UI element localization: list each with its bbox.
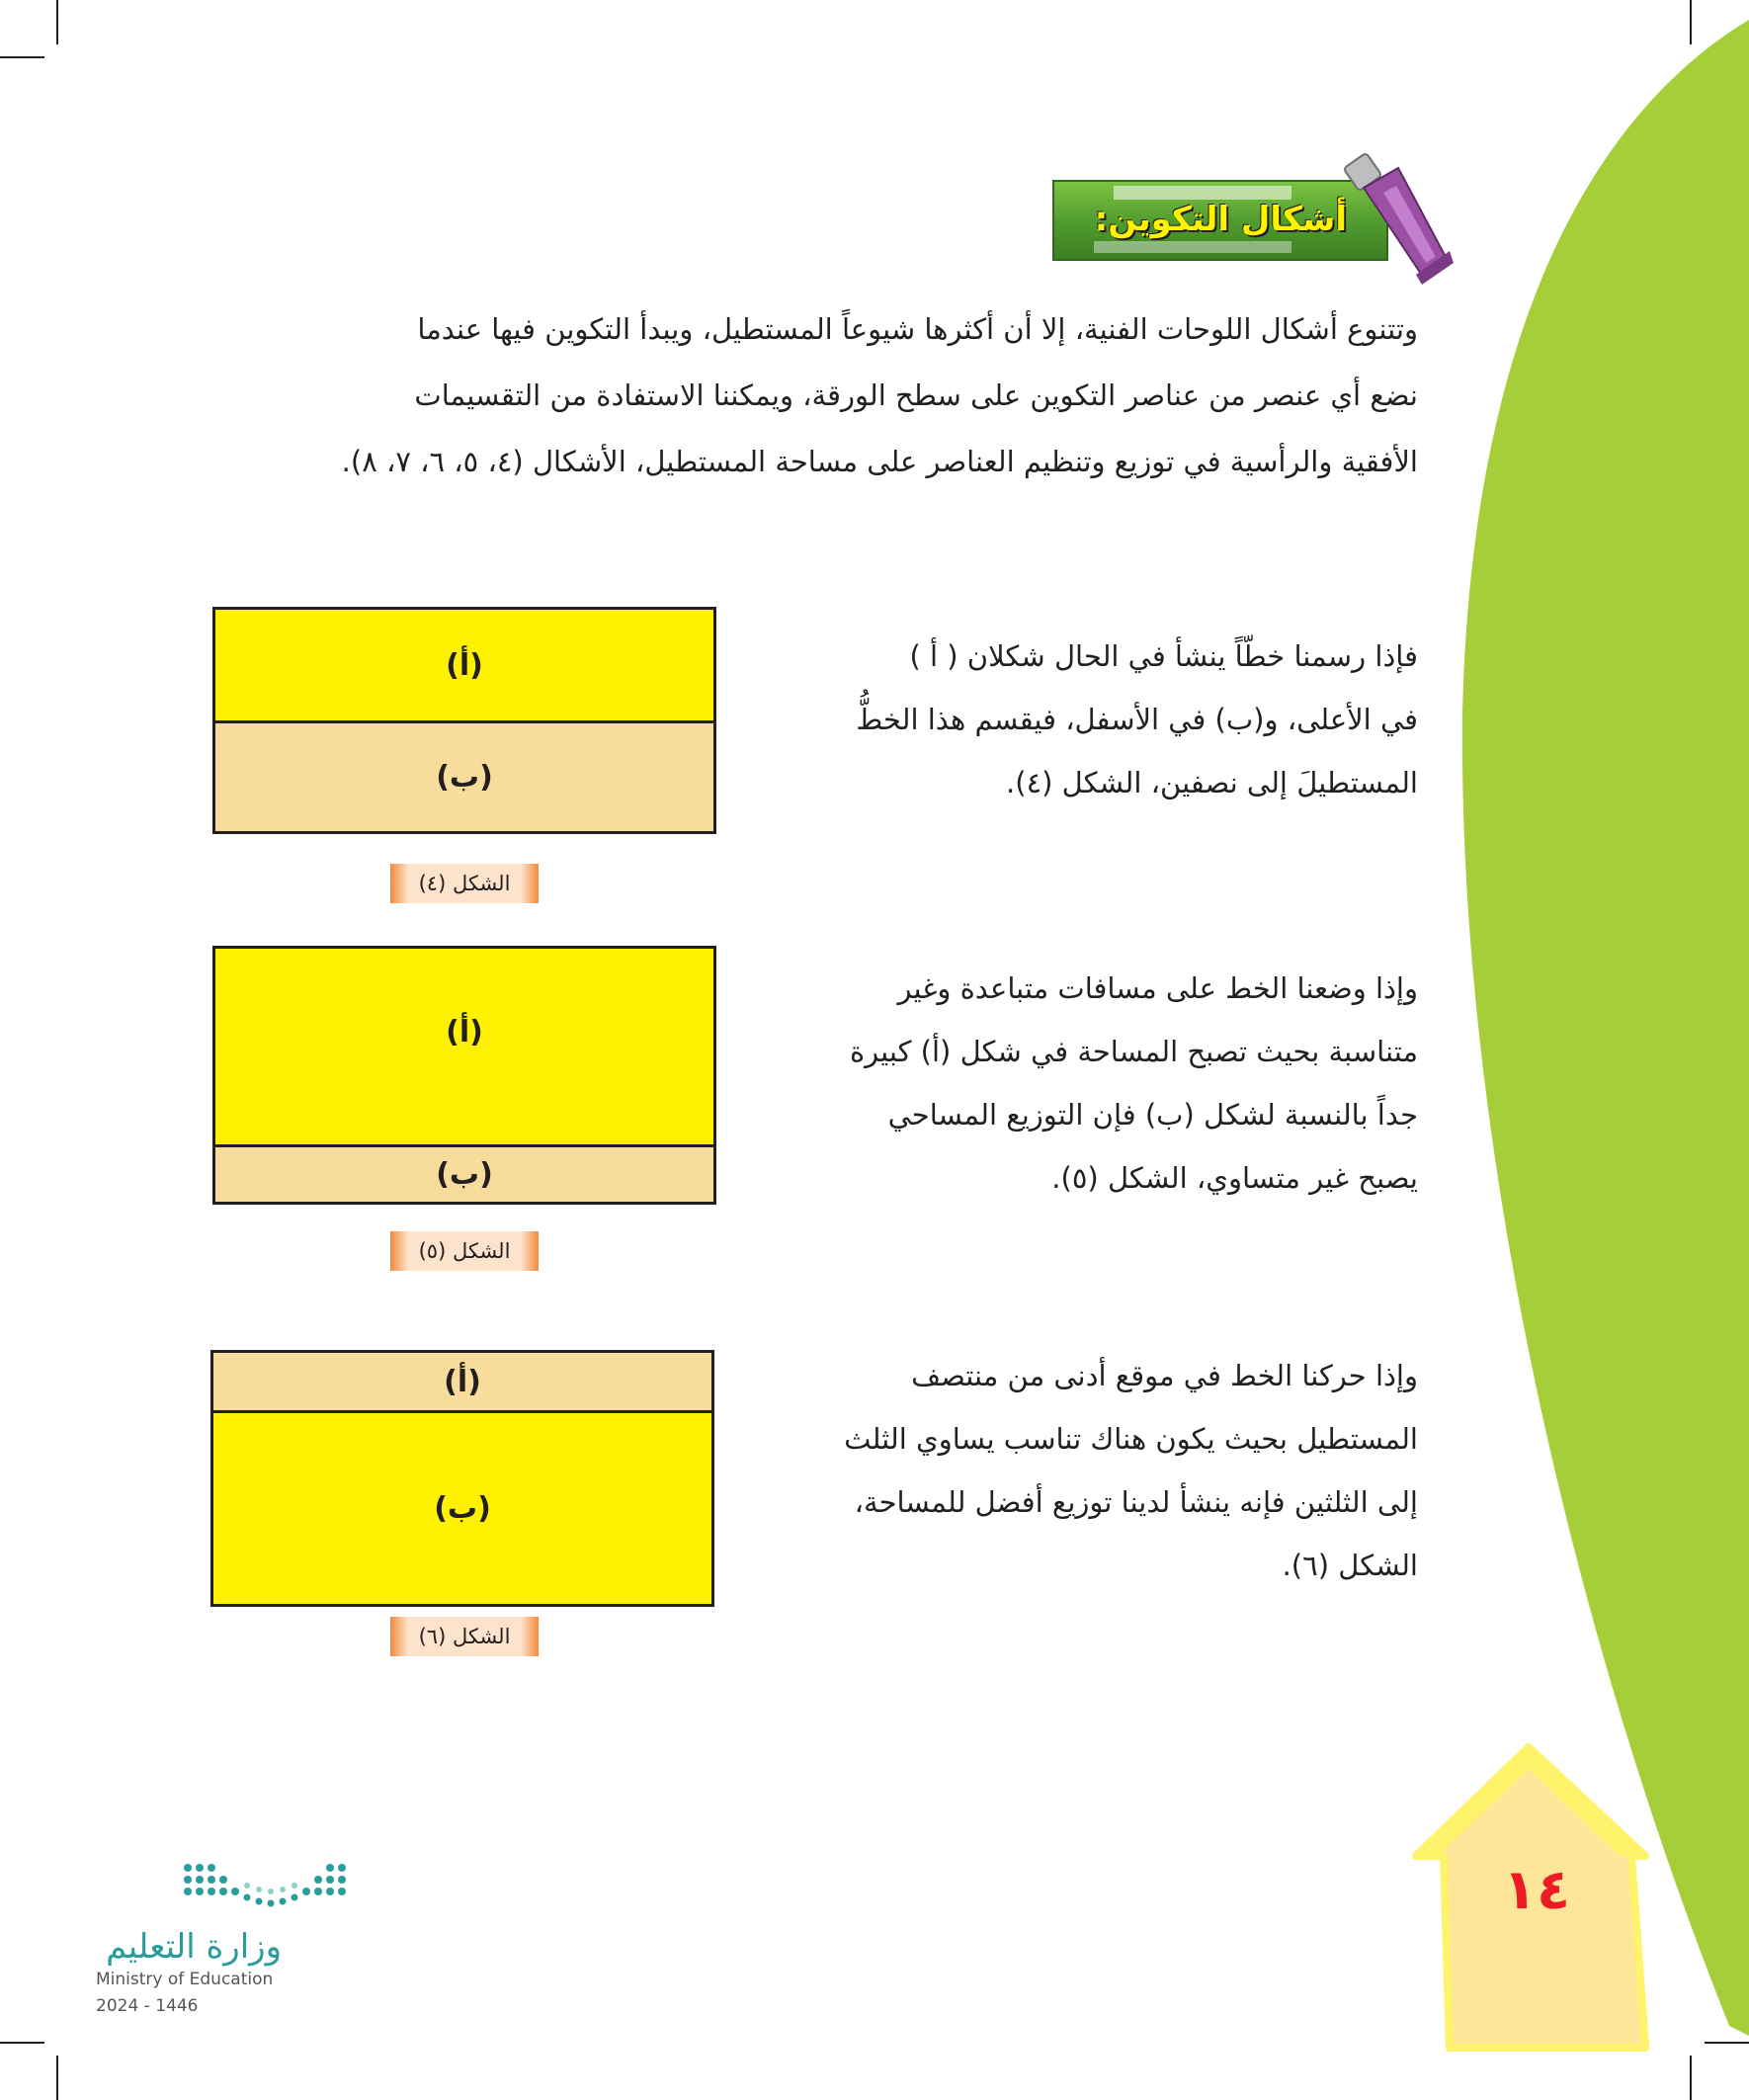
ministry-name-english: Ministry of Education [96,1970,274,1989]
crop-mark [56,2056,58,2100]
paragraph-line: في الأعلى، و(ب) في الأسفل، فيقسم هذا الخطُّ [856,703,1418,736]
paragraph-line: وإذا وضعنا الخط على مسافات متباعدة وغير [897,971,1418,1005]
ministry-name-arabic: وزارة التعليم [106,1927,282,1967]
label-b: (ب) [436,1157,493,1192]
glue-tube-icon [1329,148,1458,287]
figure-5-rectangle [212,946,716,1205]
part-a [213,1353,711,1413]
figure-5-caption: الشكل (٥) [390,1231,539,1271]
intro-paragraph [208,296,1418,495]
intro-line: نضع أي عنصر من عناصر التكوين على سطح الورقة، ويمكننا الاستفادة من التقسيمات [414,378,1418,412]
part-b [215,1147,713,1202]
paragraph-line: الشكل (٦). [1282,1549,1418,1582]
paragraph-line: متناسبة بحيث تصبح المساحة في شكل (أ) كبيرة [849,1035,1418,1068]
part-b [215,723,713,831]
crop-mark [56,0,58,44]
label-a: (أ) [446,1014,483,1050]
ministry-year: 2024 - 1446 [96,1996,199,2016]
label-a: (أ) [446,647,483,683]
label-b: (ب) [436,760,493,795]
ministry-logo-icon [178,1858,356,1917]
figure-5-paragraph [746,957,1418,1210]
figure-6-rectangle [210,1350,714,1607]
paragraph-line: المستطيل بحيث يكون هناك تناسب يساوي الثلث [844,1422,1418,1456]
part-b [213,1413,711,1604]
label-b: (ب) [434,1491,491,1526]
part-a [215,949,713,1147]
section-title: أشكال التكوين: [1094,200,1347,239]
intro-line: وتتنوع أشكال اللوحات الفنية، إلا أن أكثرها شيوعاً المستطيل، ويبدأ التكوين فيها عندما [417,312,1418,346]
figure-4-paragraph [746,625,1418,814]
paragraph-line: المستطيلَ إلى نصفين، الشكل (٤). [1006,766,1418,799]
paragraph-line: يصبح غير متساوي، الشكل (٥). [1051,1161,1418,1195]
paragraph-line: إلى الثلثين فإنه ينشأ لدينا توزيع أفضل للمساحة، [854,1485,1418,1519]
figure-6-caption: الشكل (٦) [390,1617,539,1656]
figure-4-rectangle [212,607,716,834]
crop-mark [0,2042,44,2044]
paragraph-line: فإذا رسمنا خطّاً ينشأ في الحال شكلان ( أ ) [909,639,1418,673]
paragraph-line: جداً بالنسبة لشكل (ب) فإن التوزيع المساحي [887,1098,1418,1132]
crop-mark [0,56,44,58]
figure-4-caption: الشكل (٤) [390,864,539,903]
figure-6-paragraph [746,1344,1418,1597]
paragraph-line: وإذا حركنا الخط في موقع أدنى من منتصف [911,1359,1418,1392]
part-a [215,610,713,723]
page-number: ١٤ [1502,1858,1571,1922]
label-a: (أ) [444,1364,481,1399]
intro-line: الأفقية والرأسية في توزيع وتنظيم العناصر على مساحة المستطيل، الأشكال (٤، ٥، ٦، ٧، ٨). [341,445,1418,478]
